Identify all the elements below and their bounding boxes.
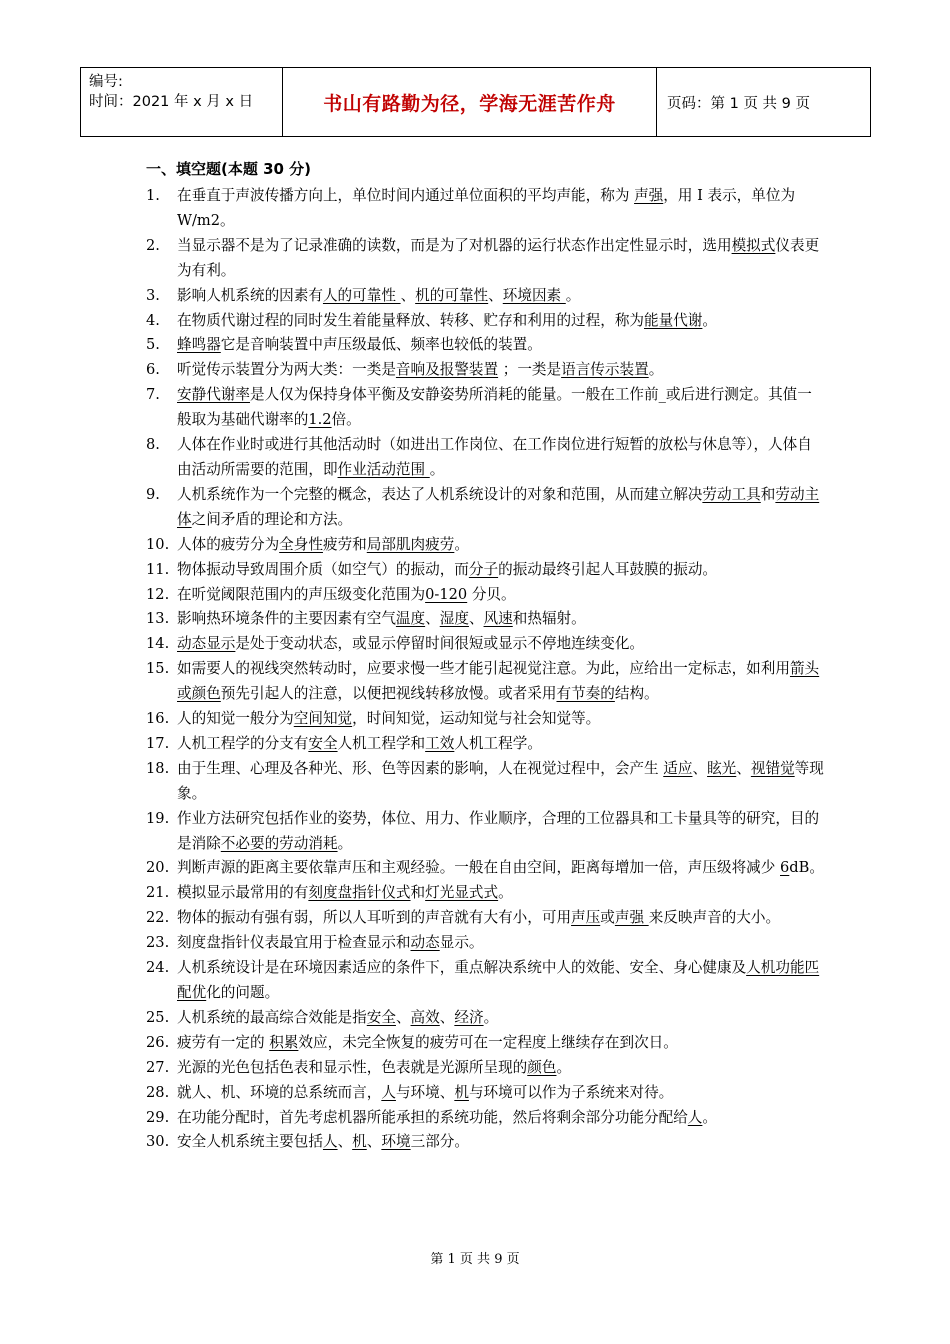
question-item: [146, 856, 826, 881]
question-text: [177, 1056, 826, 1081]
question-segment: 。: [498, 884, 513, 902]
answer-blank: 机: [454, 1083, 469, 1101]
answer-blank: 劳动主体: [177, 485, 820, 528]
question-number: 9.: [146, 485, 160, 503]
question-number: 11.: [146, 560, 170, 578]
question-segment: 、: [488, 286, 503, 304]
question-segment: 、: [736, 759, 751, 777]
question-text: [177, 184, 826, 234]
answer-blank: 6: [780, 859, 790, 877]
question-segment: 和热辐射。: [512, 610, 586, 628]
question-segment: 人体的疲劳分为: [177, 535, 280, 553]
answer-blank: 视错觉: [750, 759, 795, 777]
question-segment: 。: [648, 361, 664, 379]
answer-blank: 声强: [634, 187, 664, 204]
question-item: [146, 607, 826, 632]
question-text: [177, 1006, 826, 1031]
question-number: 27.: [146, 1058, 170, 1076]
question-segment: 人机系统的最高综合效能是指: [177, 1008, 367, 1026]
question-number: 6.: [146, 361, 160, 379]
question-item: [146, 284, 826, 309]
question-segment: 人机系统作为一个完整的概念，表达了人机系统设计的对象和范围，从而建立解决: [177, 485, 703, 503]
question-item: [146, 358, 826, 383]
answer-blank: 不必要的劳动消耗: [220, 834, 338, 852]
question-segment: 等现象。: [177, 759, 824, 802]
question-segment: 。: [565, 286, 581, 304]
answer-blank: 人机功能匹配优: [177, 959, 820, 1001]
question-item: [146, 1056, 826, 1081]
question-item: [146, 1006, 826, 1031]
question-text: [177, 583, 826, 608]
question-number: 7.: [146, 386, 160, 404]
answer-blank: 温度: [395, 610, 426, 628]
question-text: [177, 657, 826, 707]
question-segment: 在听觉阈限范围内的声压级变化范围为: [177, 585, 426, 603]
question-segment: 或: [600, 909, 615, 927]
question-segment: 疲劳和: [322, 535, 367, 553]
question-item: [146, 732, 826, 757]
question-text: [177, 732, 826, 757]
question-item: [146, 533, 826, 558]
question-number: 23.: [146, 934, 170, 952]
question-segment: 作业方法研究包括作业的姿势，体位、用力、作业顺序，合理的工位器具和工卡量具等的研究，目的是消除: [177, 809, 820, 852]
question-text: [177, 1106, 826, 1131]
question-text: [177, 1081, 826, 1106]
question-segment: 在垂直于声波传播方向上，单位时间内通过单位面积的平均声能，称为: [177, 187, 635, 204]
answer-blank: 机的可靠性: [415, 286, 489, 304]
question-segment: 三部分。: [410, 1133, 469, 1151]
question-text: [177, 906, 826, 931]
page-info: 页码：第 1 页 共 9 页: [667, 95, 810, 112]
question-text: [177, 607, 826, 632]
answer-blank: 劳动工具: [702, 485, 761, 503]
question-number: 10.: [146, 535, 170, 553]
question-text: [177, 333, 826, 358]
question-item: [146, 333, 826, 358]
question-segment: 、: [692, 759, 708, 777]
question-item: [146, 234, 826, 284]
question-item: [146, 1130, 826, 1155]
question-item: [146, 558, 826, 583]
question-text: [177, 931, 826, 956]
answer-blank: 风速: [483, 610, 513, 628]
answer-blank: 环境: [381, 1133, 411, 1151]
question-segment: 显示。: [439, 934, 484, 952]
answer-blank: 分子: [468, 560, 499, 578]
answer-blank: 有节奏的: [556, 685, 615, 703]
answer-blank: 箭头或颜色: [177, 660, 820, 703]
question-segment: 是处于变动状态，或显示停留时间很短或显示不停地连续变化。: [235, 635, 645, 653]
question-text: [177, 284, 826, 309]
question-text: [177, 757, 826, 807]
question-number: 14.: [146, 635, 170, 653]
answer-blank: 人的可靠性: [322, 286, 401, 304]
answer-blank: 局部肌肉疲劳: [366, 535, 455, 553]
question-text: [177, 881, 826, 906]
question-number: 24.: [146, 959, 170, 977]
question-item: [146, 383, 826, 433]
question-number: 30.: [146, 1133, 170, 1151]
question-segment: 。: [483, 1008, 499, 1026]
question-item: [146, 757, 826, 807]
document-header: [80, 67, 871, 137]
question-segment: 是人仅为保持身体平衡及安静姿势所消耗的能量。一般在工作前_或后进行测定。其值一般取为基础代谢率的: [177, 386, 812, 429]
question-segment: 如需要人的视线突然转动时，应要求慢一些才能引起视觉注意。为此，应给出一定标志，如利用: [177, 660, 790, 678]
question-segment: 、: [400, 286, 416, 304]
question-segment: 。: [454, 535, 469, 553]
answer-blank: 音响及报警装置: [395, 361, 499, 379]
answer-blank: 蜂鸣器: [177, 336, 221, 354]
question-item: [146, 483, 826, 533]
page-footer: 第 1 页 共 9 页: [430, 1252, 520, 1267]
question-segment: 和: [760, 485, 776, 503]
question-segment: 倍。: [331, 411, 361, 429]
question-number: 18.: [146, 759, 170, 777]
question-text: [177, 383, 826, 433]
question-item: [146, 956, 826, 1006]
answer-blank: 空间知觉: [293, 710, 353, 728]
question-item: [146, 1106, 826, 1131]
question-item: [146, 906, 826, 931]
question-segment: 疲劳有一定的: [177, 1033, 270, 1051]
header-slogan: 书山有路勤为径，学海无涯苦作舟: [283, 68, 657, 136]
answer-blank: 安全: [366, 1008, 396, 1026]
question-text: [177, 309, 826, 334]
question-segment: 听觉传示装置分为两大类：一类是: [177, 361, 396, 379]
answer-blank: 全身性: [279, 535, 323, 553]
answer-blank: 高效: [410, 1008, 440, 1026]
answer-blank: 动态显示: [177, 635, 236, 653]
question-text: [177, 433, 826, 483]
answer-blank: 声强: [614, 909, 649, 927]
question-number: 12.: [146, 585, 170, 603]
header-meta: [81, 68, 283, 136]
question-segment: 判断声源的距离主要依靠声压和主观经验。一般在自由空间，距离每增加一倍，声压级将减少: [177, 859, 780, 877]
answer-blank: 灯光显式式: [425, 884, 499, 902]
question-number: 29.: [146, 1108, 170, 1126]
question-number: 26.: [146, 1033, 170, 1051]
question-segment: 。: [702, 311, 718, 329]
answer-blank: 工效: [425, 734, 455, 752]
question-number: 2.: [146, 236, 160, 254]
question-segment: dB。: [789, 859, 824, 877]
question-segment: ，用 I 表示，单位为 W/m2。: [177, 187, 796, 229]
question-text: [177, 1130, 826, 1155]
answer-blank: 作业活动范围: [337, 460, 430, 478]
question-segment: 、: [468, 610, 484, 628]
question-segment: 就人、机、环境的总系统而言，: [177, 1083, 382, 1101]
question-text: [177, 707, 826, 732]
question-number: 13.: [146, 610, 170, 628]
answer-blank: 人: [322, 1133, 338, 1151]
question-segment: 结构。: [614, 685, 659, 703]
question-segment: 人机工程学。: [454, 734, 542, 752]
answer-blank: 适应: [663, 759, 693, 777]
answer-blank: 颜色: [527, 1058, 557, 1076]
question-segment: 。: [429, 460, 445, 478]
question-list: [146, 184, 826, 1155]
question-item: [146, 1081, 826, 1106]
question-segment: 和: [410, 884, 426, 902]
question-text: [177, 234, 826, 284]
answer-blank: 经济: [454, 1008, 484, 1026]
answer-blank: 动态: [410, 934, 440, 952]
question-text: [177, 533, 826, 558]
question-segment: 人机工程学的分支有: [177, 734, 309, 752]
question-text: [177, 856, 826, 881]
answer-blank: 声压: [571, 909, 601, 927]
question-item: [146, 807, 826, 857]
question-segment: 来反映声音的大小。: [648, 909, 781, 927]
question-number: 4.: [146, 311, 160, 329]
question-number: 20.: [146, 859, 170, 877]
answer-blank: 眩光: [707, 759, 737, 777]
question-number: 21.: [146, 884, 170, 902]
question-number: 15.: [146, 660, 170, 678]
question-number: 3.: [146, 286, 160, 304]
question-text: [177, 558, 826, 583]
question-segment: 。: [702, 1108, 718, 1126]
question-segment: 人机工程学和: [337, 734, 426, 752]
question-segment: 当显示器不是为了记录准确的读数，而是为了对机器的运行状态作出定性显示时，选用: [177, 236, 732, 254]
answer-blank: 人: [687, 1108, 703, 1126]
question-segment: 之间矛盾的理论和方法。: [191, 510, 353, 528]
answer-blank: 机: [352, 1133, 367, 1151]
question-segment: 效应，未完全恢复的疲劳可在一定程度上继续存在到次日。: [298, 1033, 678, 1051]
question-text: [177, 807, 826, 857]
question-segment: 由于生理、心理及各种光、形、色等因素的影响，人在视觉过程中，会产生: [177, 759, 664, 777]
question-item: [146, 583, 826, 608]
question-segment: 。: [556, 1058, 572, 1076]
question-segment: 在物质代谢过程的同时发生着能量释放、转移、贮存和利用的过程，称为: [177, 311, 645, 329]
question-item: [146, 433, 826, 483]
question-item: [146, 632, 826, 657]
question-item: [146, 184, 826, 234]
question-segment: 光源的光色包括色表和显示性，色表就是光源所呈现的: [177, 1058, 528, 1076]
question-segment: 安全人机系统主要包括: [177, 1133, 323, 1151]
question-segment: ；一类是: [498, 361, 562, 379]
question-text: [177, 632, 826, 657]
question-item: [146, 1031, 826, 1056]
question-segment: ，时间知觉，运动知觉与社会知觉等。: [352, 710, 601, 728]
answer-blank: 1.2: [308, 411, 332, 429]
answer-blank: 湿度: [439, 610, 469, 628]
question-segment: 刻度盘指针仪表最宜用于检查显示和: [177, 934, 411, 952]
code-label: 编号:: [89, 74, 123, 90]
question-segment: 的振动最终引起人耳鼓膜的振动。: [498, 560, 718, 578]
question-number: 16.: [146, 710, 170, 728]
answer-blank: 语言传示装置: [561, 361, 649, 379]
question-segment: 人机系统设计是在环境因素适应的条件下，重点解决系统中人的效能、安全、身心健康及: [177, 959, 747, 977]
answer-blank: 能量代谢: [644, 311, 703, 329]
question-number: 28.: [146, 1083, 170, 1101]
question-segment: 、: [395, 1008, 411, 1026]
question-number: 5.: [146, 336, 160, 354]
question-segment: 模拟显示最常用的有: [177, 884, 309, 902]
question-segment: 仪表更为有利。: [177, 236, 820, 279]
question-segment: 影响人机系统的因素有: [177, 286, 323, 304]
question-number: 19.: [146, 809, 170, 827]
question-segment: 、: [439, 1008, 455, 1026]
question-number: 17.: [146, 734, 170, 752]
question-text: [177, 1031, 826, 1056]
question-item: [146, 881, 826, 906]
question-segment: 分贝。: [467, 585, 516, 603]
question-segment: 、: [425, 610, 440, 628]
answer-blank: 0-120: [425, 585, 468, 603]
answer-blank: 刻度盘指针仪式: [308, 884, 411, 902]
question-segment: 、: [366, 1133, 382, 1151]
answer-blank: 积累: [269, 1033, 299, 1051]
question-text: [177, 956, 826, 1006]
question-segment: 在功能分配时，首先考虑机器所能承担的系统功能，然后将剩余部分功能分配给: [177, 1108, 688, 1126]
question-segment: 预先引起人的注意，以便把视线转移放慢。或者采用: [220, 685, 557, 703]
answer-blank: 安静代谢率: [177, 386, 250, 404]
question-item: [146, 657, 826, 707]
question-number: 1.: [146, 187, 160, 204]
question-segment: 物体振动导致周围介质（如空气）的振动，而: [177, 560, 469, 578]
question-segment: 它是音响装置中声压级最低、频率也较低的装置。: [220, 336, 542, 354]
question-item: [146, 931, 826, 956]
question-number: 25.: [146, 1008, 170, 1026]
question-segment: 人的知觉一般分为: [177, 710, 294, 728]
question-segment: 化的问题。: [206, 984, 280, 1001]
question-segment: 影响热环境条件的主要因素有空气: [177, 610, 396, 628]
question-text: [177, 483, 826, 533]
answer-blank: 人: [381, 1083, 396, 1101]
question-segment: 、: [337, 1133, 353, 1151]
answer-blank: 安全: [308, 734, 338, 752]
question-text: [177, 358, 826, 383]
question-segment: 人体在作业时或进行其他活动时（如进出工作岗位、在工作岗位进行短暂的放松与休息等），人体自由活动所需要的范围，即: [177, 436, 812, 478]
question-segment: 物体的振动有强有弱，所以人耳听到的声音就有大有小，可用: [177, 909, 572, 927]
question-segment: 与环境、: [395, 1083, 455, 1101]
time-label: 时间：2021 年 x 月 x 日: [89, 94, 254, 110]
question-item: [146, 707, 826, 732]
question-number: 8.: [146, 436, 160, 454]
answer-blank: 模拟式: [731, 236, 776, 254]
answer-blank: 环境因素: [502, 286, 566, 304]
question-number: 22.: [146, 909, 170, 927]
question-item: [146, 309, 826, 334]
question-segment: 与环境可以作为子系统来对待。: [468, 1083, 674, 1101]
question-segment: 。: [337, 834, 353, 852]
section-title: 一、填空题(本题 30 分): [146, 160, 312, 178]
